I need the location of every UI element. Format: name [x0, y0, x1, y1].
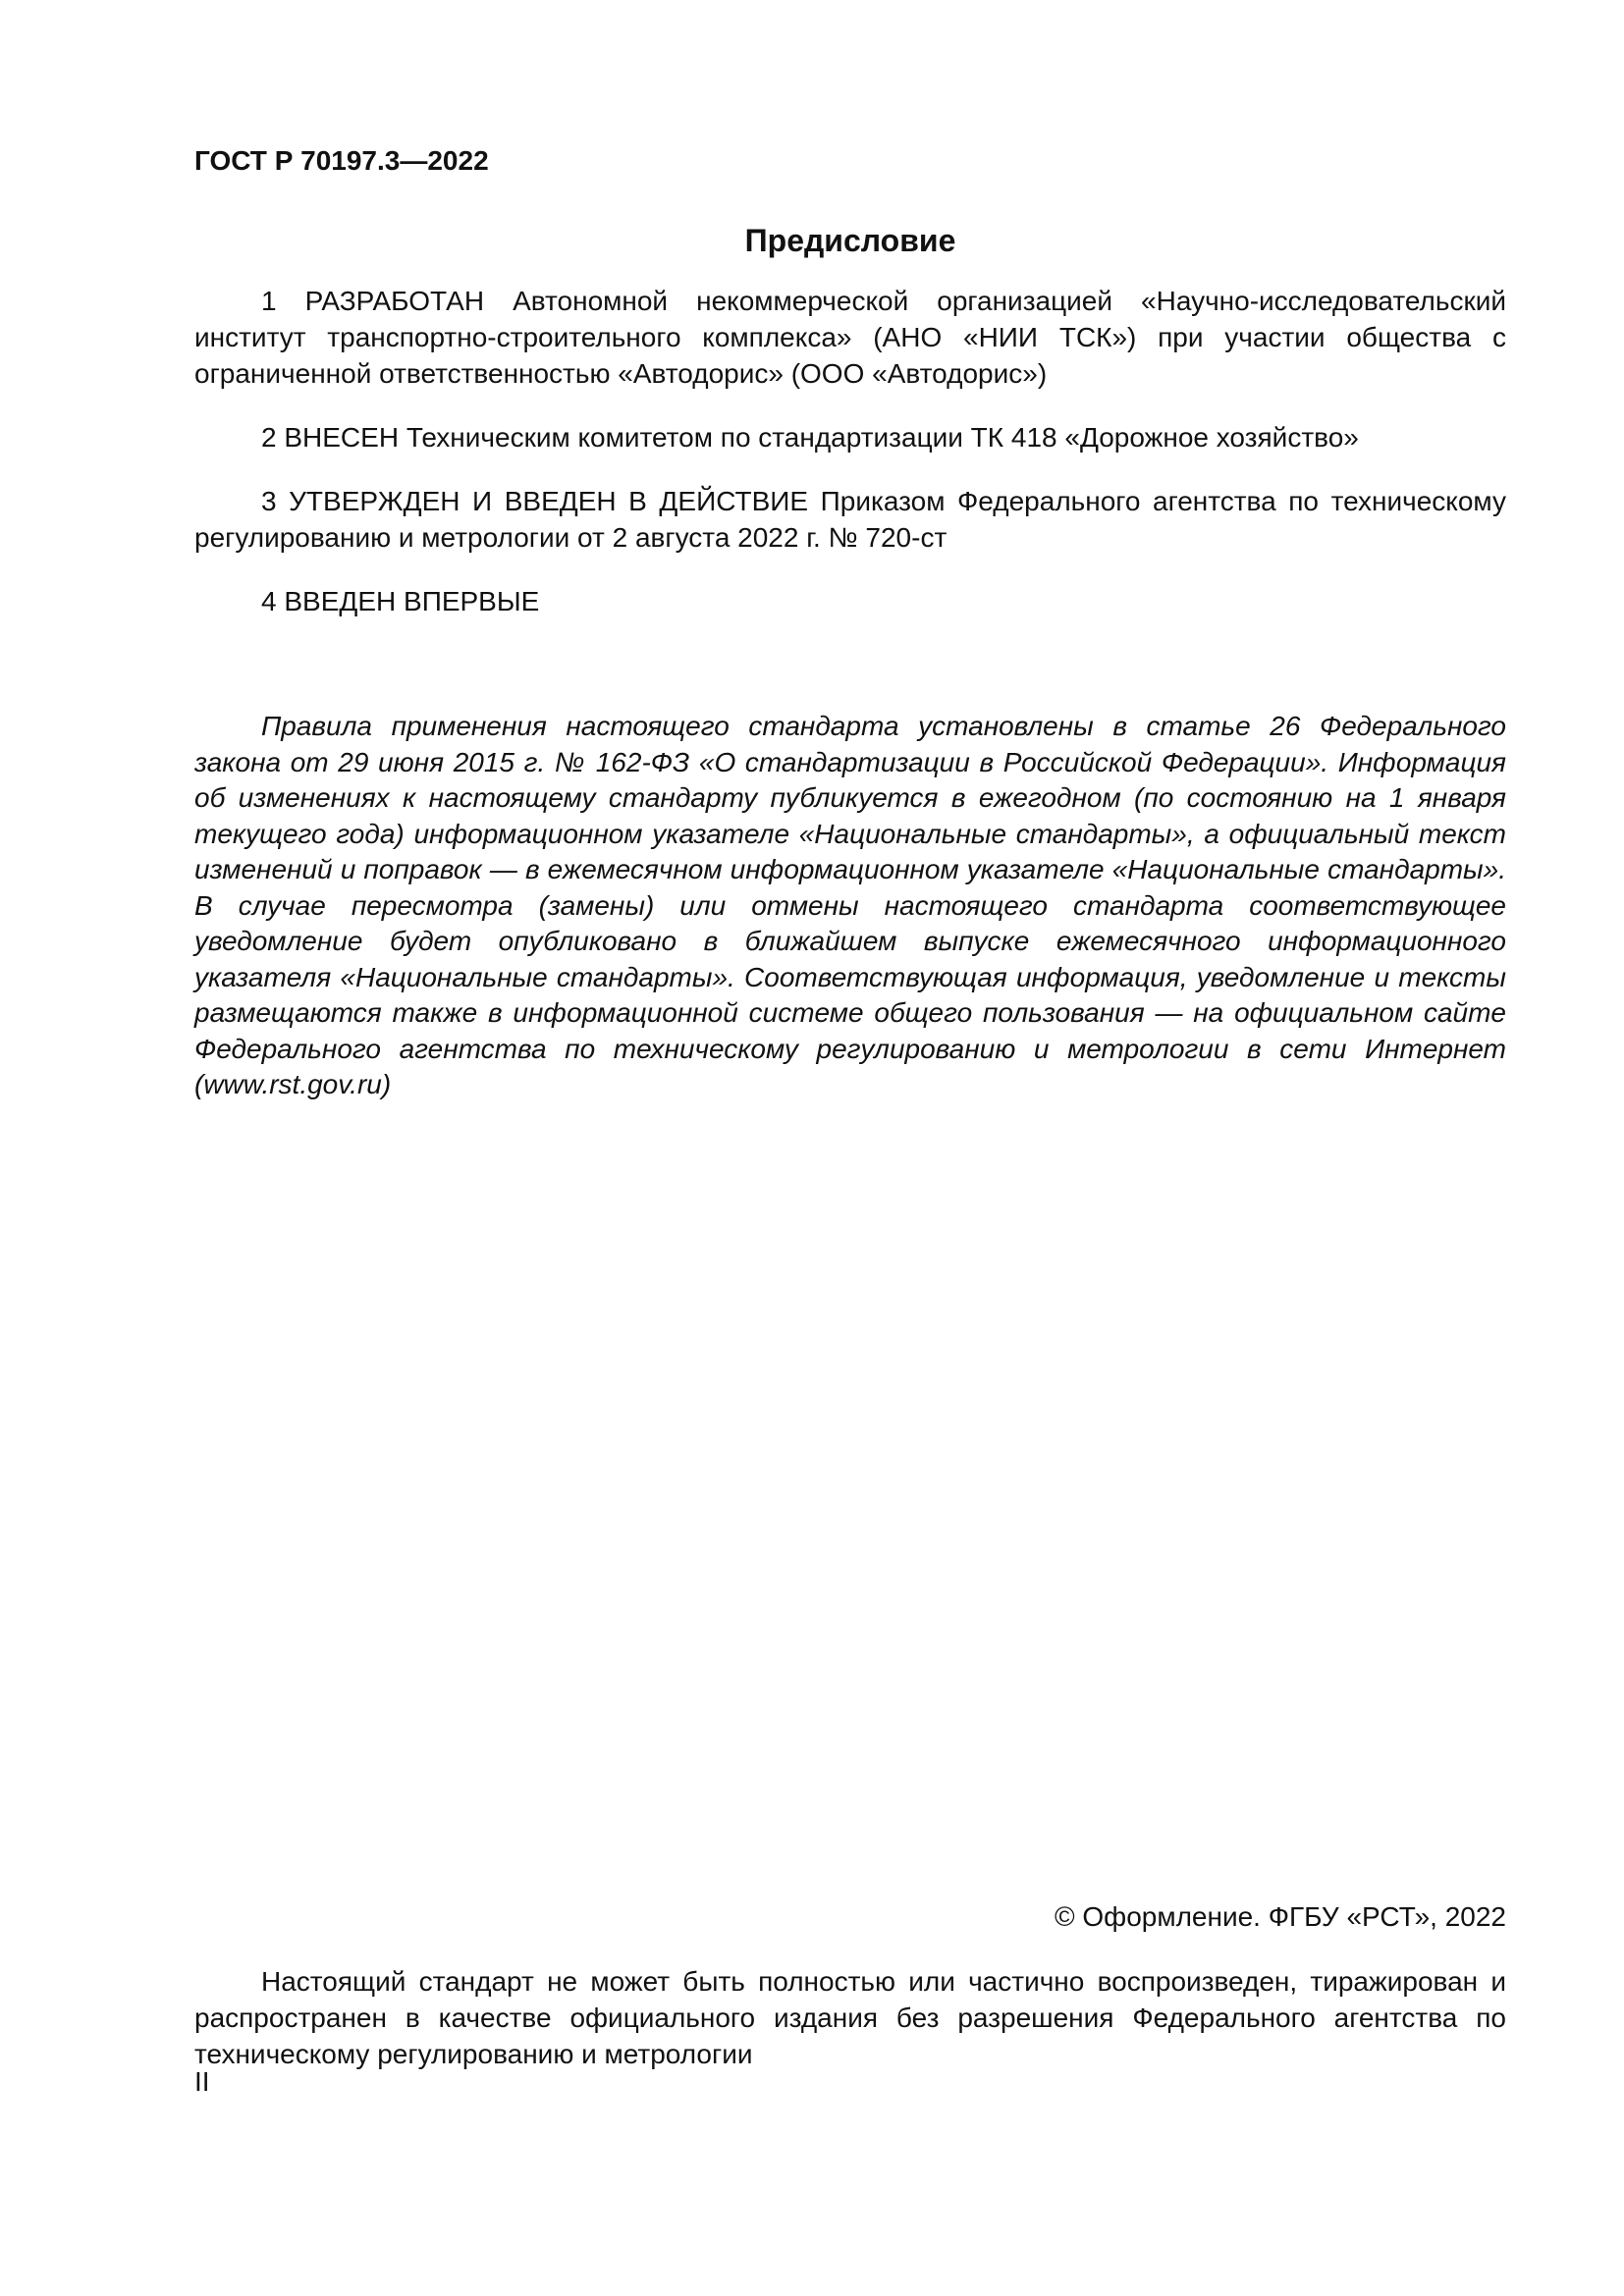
page-number: II	[194, 2066, 210, 2097]
copyright-line: © Оформление. ФГБУ «РСТ», 2022	[1054, 1901, 1506, 1932]
reproduction-notice: Настоящий стандарт не может быть полностью или частично воспроизведен, тиражирован и распространен в качестве официального издания без разрешения Федерального агентства по техническому регулированию и метрологии	[194, 1966, 1506, 2069]
foreword-item-first-introduced: 4 ВВЕДЕН ВПЕРВЫЕ	[261, 586, 540, 616]
doc-code: ГОСТ Р 70197.3—2022	[194, 145, 489, 176]
foreword-item-submitted: 2 ВНЕСЕН Техническим комитетом по стандартизации ТК 418 «Дорожное хозяйство»	[261, 422, 1359, 453]
foreword-section	[194, 283, 1506, 647]
section-title: Предисловие	[744, 223, 956, 258]
application-rules-notice: Правила применения настоящего стандарта установлены в статье 26 Федерального закона от 29 июня 2015 г. № 162-ФЗ «О стандартизации в Российской Федерации». Информация об изменениях к настоящему стандарту публикуется в ежегодном (по состоянию на 1 января текущего года) информационном указателе «Национальные стандарты», а официальный текст изменений и поправок — в ежемесячном информационном указателе «Национальные стандарты». В случае пересмотра (замены) или отмены настоящего стандарта соответствующее уведомление будет опубликовано в ближайшем выпуске ежемесячного информационного указателя «Национальные стандарты». Соответствующая информация, уведомление и тексты размещаются также в информационной системе общего пользования — на официальном сайте Федерального агентства по техническому регулированию и метрологии в сети Интернет (www.rst.gov.ru)	[194, 711, 1506, 1099]
foreword-item-approved: 3 УТВЕРЖДЕН И ВВЕДЕН В ДЕЙСТВИЕ Приказом Федерального агентства по техническому регулированию и метрологии от 2 августа 2022 г. № 720-ст	[194, 486, 1506, 553]
foreword-item-developed: 1 РАЗРАБОТАН Автономной некоммерческой организацией «Научно-исследовательский институт транспортно-строительного комплекса» (АНО «НИИ ТСК») при участии общества с ограниченной ответственностью «Автодорис» (ООО «Автодорис»)	[194, 286, 1506, 389]
